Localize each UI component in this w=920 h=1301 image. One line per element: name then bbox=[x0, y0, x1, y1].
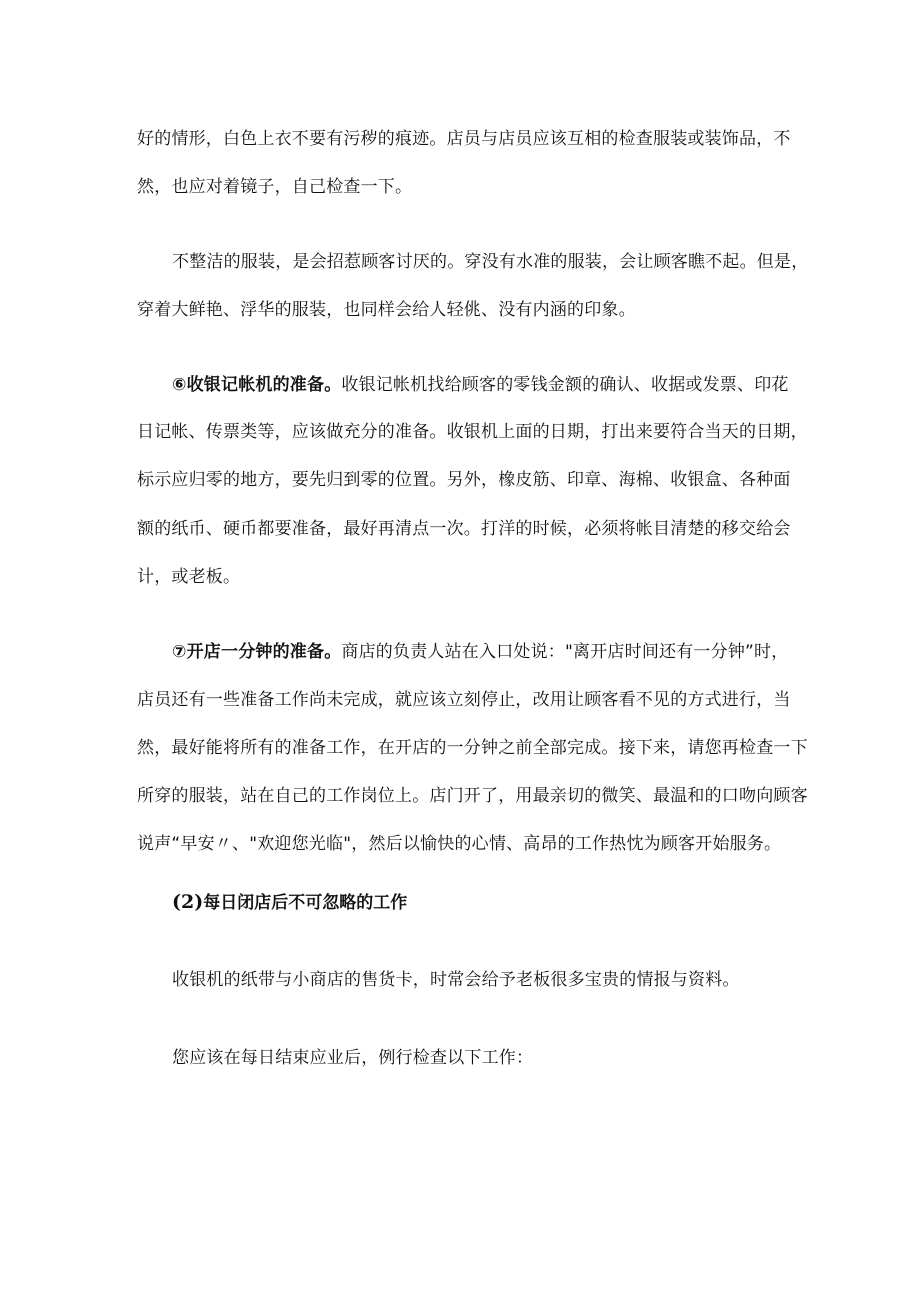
para3-line3: 标示应归零的地方，要先归到零的位置。另外，橡皮筋、印章、海棉、收银盒、各种面 bbox=[137, 470, 791, 490]
para4-title: ⑦开店一分钟的准备。 bbox=[172, 642, 342, 662]
para4-line3: 然，最好能将所有的准备工作，在开店的一分钟之前全部完成。接下来，请您再检查一下 bbox=[137, 738, 808, 758]
para4-line1-text: 商店的负责人站在入口处说："离开店时间还有一分钟”时， bbox=[341, 642, 789, 662]
para4-line4: 所穿的服装，站在自己的工作岗位上。店门开了，用最亲切的微笑、最温和的口吻向顾客 bbox=[137, 786, 808, 806]
section-number: (2) bbox=[172, 891, 204, 913]
para5-line1: 收银机的纸带与小商店的售货卡，时常会给予老板很多宝贵的情报与资料。 bbox=[172, 970, 740, 990]
para3-line5: 计，或老板。 bbox=[137, 567, 241, 587]
para1-line1: 好的情形，白色上衣不要有污秽的痕迹。店员与店员应该互相的检查服装或装饰品，不 bbox=[137, 129, 791, 149]
para4-line1 bbox=[172, 641, 827, 663]
para6-line1: 您应该在每日结束应业后，例行检查以下工作： bbox=[172, 1048, 534, 1068]
para4-line2: 店员还有一些准备工作尚未完成，就应该立刻停止，改用让顾客看不见的方式进行，当 bbox=[137, 690, 791, 710]
para3-title: ⑥收银记帐机的准备。 bbox=[172, 375, 342, 395]
para3-line1-text: 收银记帐机找给顾客的零钱金额的确认、收据或发票、印花 bbox=[341, 375, 789, 395]
para1-line2: 然，也应对着镜子，自己检查一下。 bbox=[137, 177, 413, 197]
section-title: 每日闭店后不可忽略的工作 bbox=[203, 893, 408, 913]
para4-line5: 说声“早安〃、"欢迎您光临"，然后以愉快的心情、高昂的工作热忱为顾客开始服务。 bbox=[137, 834, 782, 854]
para3-line1 bbox=[172, 374, 827, 396]
para2-line2: 穿着大鲜艳、浮华的服装，也同样会给人轻佻、没有内涵的印象。 bbox=[137, 300, 636, 320]
para3-line2: 日记帐、传票类等，应该做充分的准备。收银机上面的日期，打出来要符合当天的日期， bbox=[137, 422, 808, 442]
para2-line1: 不整洁的服装，是会招惹顾客讨厌的。穿没有水准的服装，会让顾客瞧不起。但是， bbox=[172, 252, 809, 272]
para3-line4: 额的纸币、硬币都要准备，最好再清点一次。打洋的时候，必须将帐目清楚的移交给会 bbox=[137, 519, 791, 539]
section-heading bbox=[172, 891, 407, 914]
